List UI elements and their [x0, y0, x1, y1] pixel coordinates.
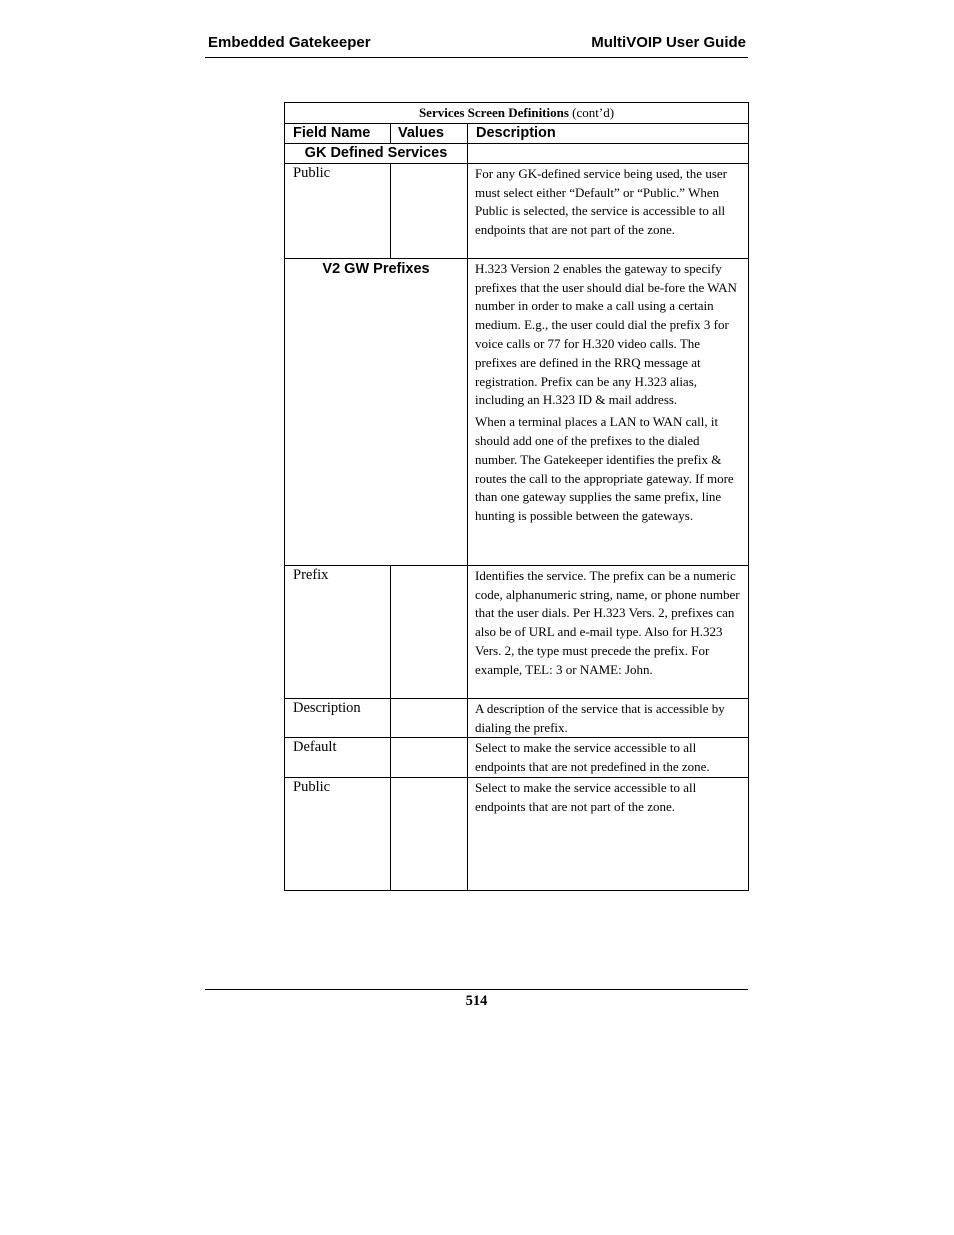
- field-values-default: [391, 738, 468, 778]
- field-name-description: Description: [285, 698, 391, 738]
- table-row: [285, 565, 749, 698]
- table-title-suffix: (cont’d): [568, 105, 615, 120]
- field-values-description: [391, 698, 468, 738]
- column-header-field-name: Field Name: [285, 123, 391, 143]
- description-text: H.323 Version 2 enables the gateway to specify prefixes that the user should dial be-fore the WAN number in order to make a call using a certain medium. E.g., the user could dial the prefix 3 for voice calls or 77 for H.320 video calls. The prefixes are defined in the RRQ message at registration. Prefix can be any H.323 alias, including an H.323 ID & mail address.: [475, 260, 737, 408]
- section-description-v2-gw-prefixes: [468, 258, 749, 565]
- field-description-public-2: [468, 777, 749, 890]
- page-number: 514: [465, 993, 488, 1009]
- description-text: Select to make the service accessible to all endpoints that are not predefined in the zone.: [475, 740, 710, 775]
- column-header-values: Values: [391, 123, 468, 143]
- section-empty-cell: [468, 143, 749, 163]
- field-name-default: Default: [285, 738, 391, 778]
- field-description-description: [468, 698, 749, 738]
- description-text: A description of the service that is accessible by dialing the prefix.: [475, 700, 725, 735]
- description-text: Identifies the service. The prefix can be a numeric code, alphanumeric string, name, or phone number that the user dials. Per H.323 Vers. 2, prefixes can also be of URL and e-mail type. Also for H.323 Vers. 2, the type must precede the prefix. For example, TEL: 3 or NAME: John.: [475, 567, 740, 677]
- column-header-description: Description: [468, 123, 749, 143]
- table-row: [285, 698, 749, 738]
- section-row-gk-defined: [285, 143, 749, 163]
- field-name-prefix: Prefix: [285, 565, 391, 698]
- field-values-public-2: [391, 777, 468, 890]
- column-header-row: [285, 123, 749, 143]
- section-row-v2-gw-prefixes: [285, 258, 749, 565]
- description-text: Select to make the service accessible to all endpoints that are not part of the zone.: [475, 779, 697, 814]
- field-values-public: [391, 163, 468, 258]
- field-description-prefix: [468, 565, 749, 698]
- table-row: [285, 777, 749, 890]
- description-text: For any GK-defined service being used, the user must select either “Default” or “Public.” When Public is selected, the service is accessible to all endpoints that are not part of the zone.: [475, 165, 727, 238]
- table-row: [285, 163, 749, 258]
- header-chapter-title: Embedded Gatekeeper: [208, 34, 371, 51]
- field-description-default: [468, 738, 749, 778]
- page-header: [205, 33, 748, 58]
- section-label-v2-gw-prefixes: V2 GW Prefixes: [285, 258, 468, 565]
- field-description-public: [468, 163, 749, 258]
- table-title-bold: Services Screen Definitions: [418, 105, 569, 120]
- field-name-public-2: Public: [285, 777, 391, 890]
- field-name-public: Public: [285, 163, 391, 258]
- table-row: [285, 738, 749, 778]
- table-title: [285, 103, 749, 124]
- services-definitions-table: [284, 102, 749, 891]
- header-guide-title: MultiVOIP User Guide: [591, 34, 746, 51]
- section-label-gk-defined-services: GK Defined Services: [285, 143, 468, 163]
- description-text: When a terminal places a LAN to WAN call, it should add one of the prefixes to the dialed number. The Gatekeeper identifies the prefix & routes the call to the appropriate gateway. If more than one gateway supplies the same prefix, line hunting is possible between the gateways.: [475, 414, 734, 524]
- page-footer: [205, 989, 748, 1010]
- field-values-prefix: [391, 565, 468, 698]
